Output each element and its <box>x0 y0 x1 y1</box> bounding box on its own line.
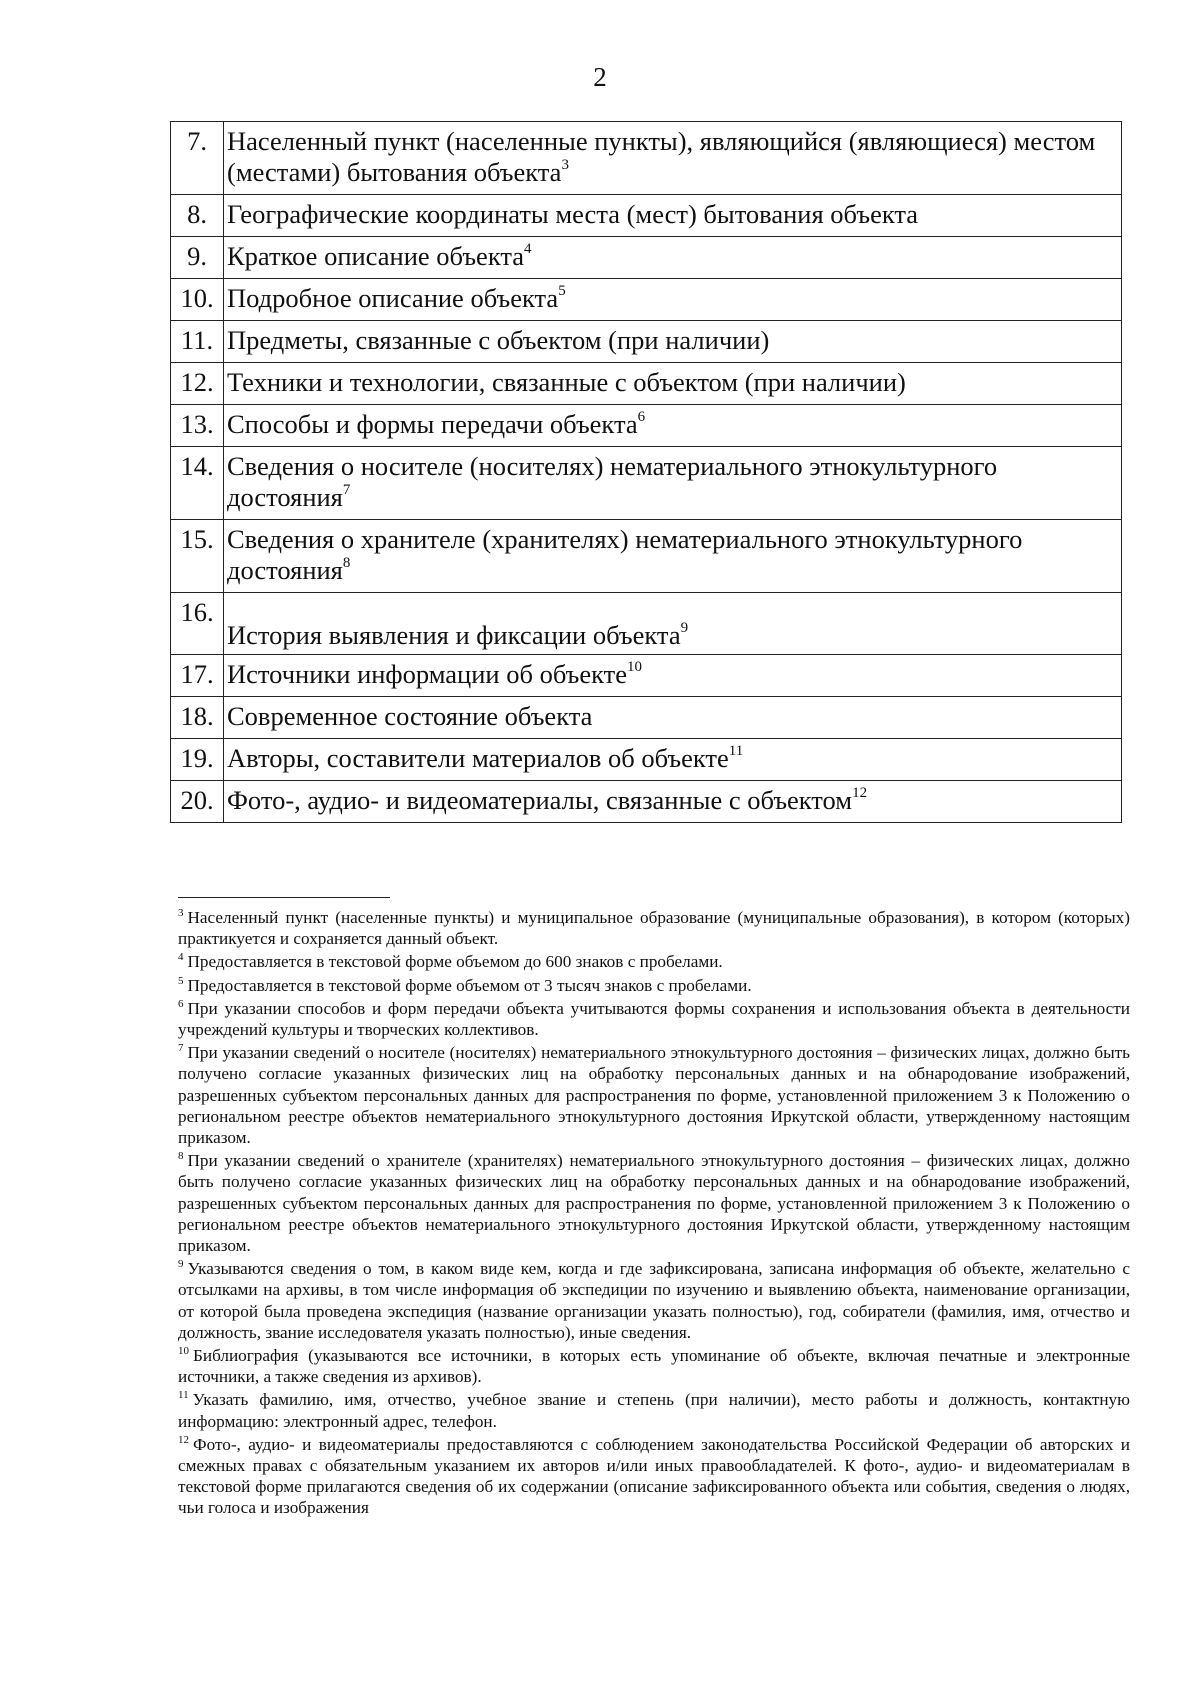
row-number: 12. <box>171 363 224 405</box>
row-text <box>224 520 1122 593</box>
row-text <box>224 195 1122 237</box>
footnote <box>178 1042 1130 1148</box>
row-text <box>224 321 1122 363</box>
row-number: 10. <box>171 279 224 321</box>
footnote-mark: 5 <box>178 974 184 987</box>
row-number: 18. <box>171 697 224 739</box>
row-label: Географические координаты места (мест) бытования объекта <box>227 199 919 229</box>
footnote <box>178 1345 1130 1387</box>
page-number: 2 <box>593 62 607 92</box>
row-number: 17. <box>171 655 224 697</box>
table-row <box>171 363 1122 405</box>
row-text <box>224 655 1122 697</box>
row-label: Подробное описание объекта <box>227 283 559 313</box>
row-text <box>224 405 1122 447</box>
row-number: 19. <box>171 739 224 781</box>
footnote-text: Фото-, аудио- и видеоматериалы предоставляются с соблюдением законодательства Российской Федерации об авторских и смежных правах с обязательным указанием их авторов и/или иных правообладателей. К фото-, аудио- и видеоматериалам в текстовой форме прилагаются сведения об их содержании (описание зафиксированного объекта или события, сведения о людях, чьи голоса и изображения <box>178 1434 1130 1518</box>
footnote-separator <box>178 897 390 898</box>
table-row <box>171 195 1122 237</box>
footnote-text: При указании сведений о хранителе (хранителях) нематериального этнокультурного достояния – физических лицах, должно быть получено согласие указанных физических лиц на обработку персональных данных и на обнародование изображений, разрешенных субъектом персональных данных для распространения по форме, установленной приложением 3 к Положению о региональном реестре объектов нематериального этнокультурного достояния Иркутской области, утвержденному настоящим приказом. <box>178 1151 1130 1256</box>
footnote-text: При указании способов и форм передачи объекта учитываются формы сохранения и использования объекта в деятельности учреждений культуры и творческих коллективов. <box>178 998 1130 1040</box>
table-row <box>171 447 1122 520</box>
row-number: 15. <box>171 520 224 593</box>
footnote-ref: 4 <box>524 241 532 257</box>
footnote-ref: 3 <box>561 157 569 173</box>
table-row <box>171 739 1122 781</box>
row-text <box>224 739 1122 781</box>
footnote <box>178 975 1130 996</box>
table-row <box>171 781 1122 823</box>
footnote <box>178 1389 1130 1431</box>
footnote <box>178 998 1130 1040</box>
footnotes <box>178 907 1130 1521</box>
footnote-text: Предоставляется в текстовой форме объемом до 600 знаков с пробелами. <box>187 952 723 972</box>
footnote-ref: 11 <box>728 743 744 759</box>
table-row <box>171 237 1122 279</box>
row-label: Краткое описание объекта <box>227 241 525 271</box>
table-row <box>171 405 1122 447</box>
row-label: Сведения о носителе (носителях) нематериального этнокультурного достояния <box>227 451 998 512</box>
row-text <box>224 697 1122 739</box>
footnote-mark: 8 <box>178 1150 184 1163</box>
footnote-text: Указать фамилию, имя, отчество, учебное звание и степень (при наличии), место работы и должность, контактную информацию: электронный адрес, телефон. <box>178 1390 1130 1431</box>
row-number: 11. <box>171 321 224 363</box>
footnote-ref: 10 <box>626 659 642 675</box>
footnote-mark: 10 <box>178 1345 189 1358</box>
row-label: Фото-, аудио- и видеоматериалы, связанные с объектом <box>227 785 853 815</box>
row-number: 8. <box>171 195 224 237</box>
footnote <box>178 951 1130 972</box>
table-row <box>171 279 1122 321</box>
row-number: 14. <box>171 447 224 520</box>
footnote-ref: 6 <box>637 409 646 425</box>
table-row <box>171 122 1122 195</box>
table-row <box>171 655 1122 697</box>
row-label: Населенный пункт (населенные пункты), являющийся (являющиеся) местом (местами) бытования объекта <box>227 126 1096 187</box>
footnote-ref: 7 <box>342 482 351 498</box>
row-text <box>224 447 1122 520</box>
footnote-mark: 6 <box>178 997 184 1010</box>
footnote-text: Библиография (указываются все источники, в которых есть упоминание об объекте, включая печатные и электронные источники, а также сведения из архивов). <box>178 1346 1130 1387</box>
footnote-text: Предоставляется в текстовой форме объемом от 3 тысяч знаков с пробелами. <box>187 975 752 995</box>
row-label: Авторы, составители материалов об объекте <box>227 743 729 773</box>
footnote-ref: 5 <box>558 283 566 299</box>
row-label: Современное состояние объекта <box>227 701 593 731</box>
row-text <box>224 279 1122 321</box>
row-number: 7. <box>171 122 224 195</box>
footnote <box>178 1258 1130 1343</box>
row-number: 16. <box>171 593 224 655</box>
footnote-text: Указываются сведения о том, в каком виде кем, когда и где зафиксирована, записана информация об объекте, желательно с отсылками на архивы, в том числе информация об экспедиции по изучению и выявлению объекта, наименование организации, от которой была проведена экспедиция (название организации указать полностью), год, собиратели (фамилия, имя, отчество и должность, звание исследователя указать полностью), иные сведения. <box>178 1259 1130 1342</box>
row-number: 9. <box>171 237 224 279</box>
footnote-mark: 12 <box>178 1433 189 1446</box>
table-row <box>171 697 1122 739</box>
footnote-text: Населенный пункт (населенные пункты) и муниципальное образование (муниципальные образования), в котором (которых) практикуется и сохраняется данный объект. <box>178 908 1130 949</box>
footnote <box>178 907 1130 949</box>
footnote <box>178 1150 1130 1256</box>
row-label: Способы и формы передачи объекта <box>227 409 638 439</box>
row-number: 13. <box>171 405 224 447</box>
row-text <box>224 122 1122 195</box>
row-label: Техники и технологии, связанные с объектом (при наличии) <box>227 367 906 397</box>
table-row <box>171 593 1122 655</box>
footnote-mark: 11 <box>178 1389 189 1402</box>
row-label: Источники информации об объекте <box>227 659 627 689</box>
footnote-ref: 9 <box>680 620 689 636</box>
object-passport-table <box>170 121 1122 823</box>
footnote-ref: 12 <box>852 785 868 801</box>
row-label: Предметы, связанные с объектом (при наличии) <box>227 325 770 355</box>
footnote-ref: 8 <box>342 555 351 571</box>
row-text <box>224 237 1122 279</box>
row-number: 20. <box>171 781 224 823</box>
table-row <box>171 321 1122 363</box>
table-row <box>171 520 1122 593</box>
footnote-mark: 7 <box>178 1042 184 1055</box>
footnote-mark: 9 <box>178 1258 184 1271</box>
row-label: Сведения о хранителе (хранителях) нематериального этнокультурного достояния <box>227 524 1023 585</box>
footnote-mark: 4 <box>178 951 184 964</box>
footnote-mark: 3 <box>178 907 184 919</box>
footnote-text: При указании сведений о носителе (носителях) нематериального этнокультурного достояния – физических лицах, должно быть получено согласие указанных физических лиц на обработку персональных данных и на обнародование изображений, разрешенных субъектом персональных данных для распространения по форме, установленной приложением 3 к Положению о региональном реестре объектов нематериального этнокультурного достояния Иркутской области, утвержденному настоящим приказом. <box>178 1043 1130 1148</box>
footnote <box>178 1434 1130 1519</box>
row-text <box>224 593 1122 655</box>
row-text <box>224 363 1122 405</box>
row-text <box>224 781 1122 823</box>
row-label: История выявления и фиксации объекта <box>227 620 681 650</box>
